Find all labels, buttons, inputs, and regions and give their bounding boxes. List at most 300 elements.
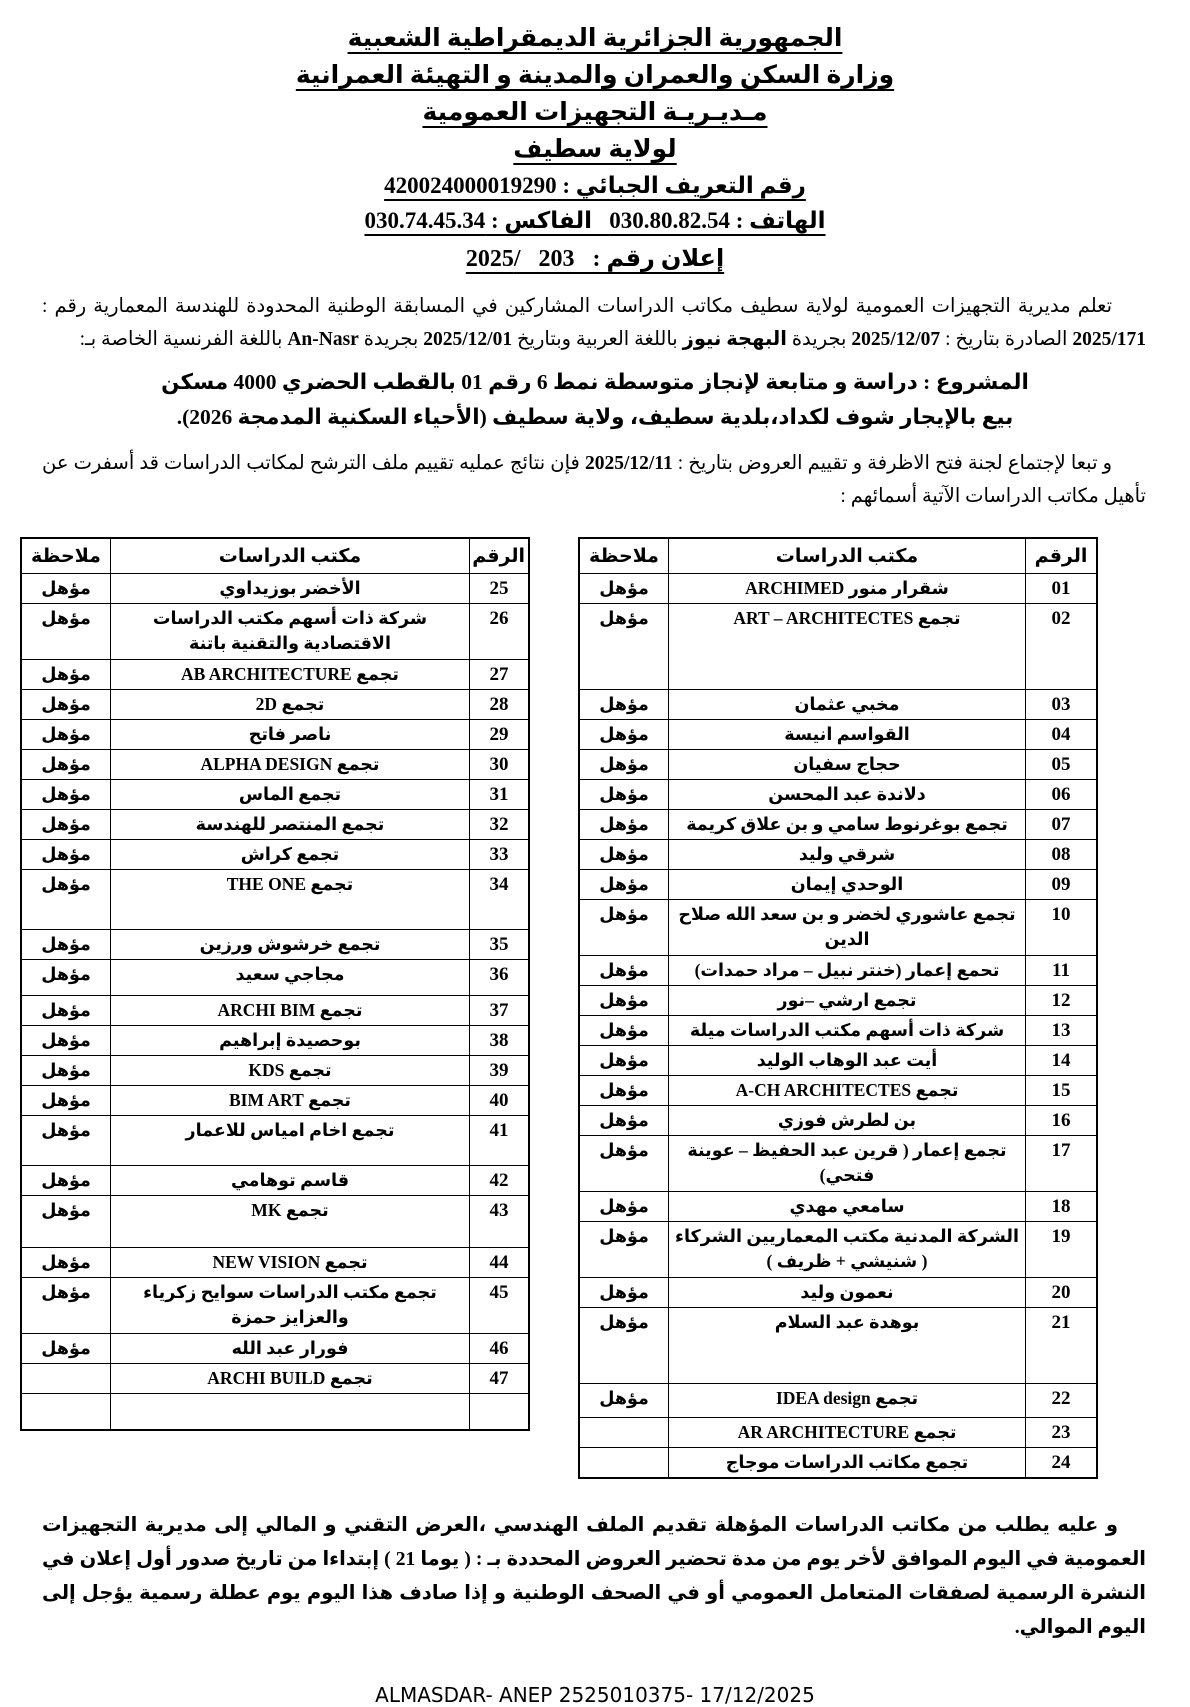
office-name: تجمع BIM ART [229, 1090, 351, 1110]
office-name-cell [111, 996, 470, 1026]
table-row [579, 810, 1097, 840]
note-cell [21, 1248, 111, 1278]
wilaya-name: لولاية سطيف [513, 136, 677, 163]
office-number-cell [470, 1248, 530, 1278]
office-name-cell [111, 720, 470, 750]
table-row [579, 900, 1097, 956]
ministry-name: وزارة السكن والعمران والمدينة و التهيئة العمرانية [295, 62, 895, 89]
office-name: تجمع بوغرنوط سامي و بن علاق كريمة [686, 814, 1008, 834]
office-name-cell [111, 1278, 470, 1334]
office-name: فورار عبد الله [231, 1338, 349, 1358]
office-name: مجاجي سعيد [235, 964, 345, 984]
office-name-cell [111, 780, 470, 810]
office-number-cell [470, 780, 530, 810]
office-name-cell [669, 780, 1026, 810]
anep-reference: ALMASDAR- ANEP 2525010375- 17/12/2025 [375, 1683, 815, 1707]
office-number-cell [1026, 956, 1098, 986]
tax-id-value: رقم التعريف الجبائي : 420024000019290 [384, 173, 806, 198]
table-row [579, 1418, 1097, 1448]
office-name: تجمع MK [251, 1200, 329, 1220]
office-name-cell [669, 1384, 1026, 1418]
office-name-cell [669, 1278, 1026, 1308]
office-name-cell [111, 750, 470, 780]
qualification-note: مؤهل [41, 664, 91, 684]
anep-reference-line [0, 1683, 1190, 1707]
qualification-note: مؤهل [41, 934, 91, 954]
office-name: تجمع A-CH ARCHITECTES [735, 1080, 959, 1100]
office-name-cell [669, 690, 1026, 720]
evaluation-text-segment: فإن نتائج عمليه تقييم ملف الترشح لمكاتب الدراسات قد أسفرت عن تأهيل مكاتب الدراسات الآتية أسمائهم : [42, 453, 1146, 507]
office-number: 42 [489, 1170, 509, 1191]
office-number-cell [470, 574, 530, 604]
office-number-cell [1026, 1016, 1098, 1046]
note-cell [21, 690, 111, 720]
office-name-cell [669, 574, 1026, 604]
note-cell [21, 1278, 111, 1334]
republic-title: الجمهورية الجزائرية الديمقراطية الشعبية [347, 25, 843, 52]
table-row [21, 780, 529, 810]
note-cell [579, 870, 669, 900]
qualification-note: مؤهل [41, 874, 91, 894]
table-row [21, 1086, 529, 1116]
office-number: 08 [1051, 844, 1071, 865]
qualification-note: مؤهل [41, 1090, 91, 1110]
office-number-cell [470, 720, 530, 750]
office-name: تجمع AB ARCHITECTURE [181, 664, 399, 684]
office-number: 43 [489, 1200, 509, 1221]
office-number: 27 [489, 664, 509, 685]
office-name-cell [111, 1334, 470, 1364]
office-number: 28 [489, 694, 509, 715]
office-number-cell [1026, 810, 1098, 840]
office-name: سامعي مهدي [789, 1196, 905, 1216]
table-row [579, 1106, 1097, 1136]
qualification-note: مؤهل [41, 1170, 91, 1190]
table-row [579, 1384, 1097, 1418]
note-cell [21, 1196, 111, 1248]
office-number-cell [1026, 870, 1098, 900]
office-number-cell [470, 960, 530, 996]
intro-text-segment: بجريدة [786, 329, 852, 350]
office-name: تجمع KDS [248, 1060, 332, 1080]
qualification-note: مؤهل [599, 1226, 649, 1246]
office-number-cell [470, 870, 530, 930]
office-number: 25 [489, 578, 509, 599]
office-name-cell [669, 1192, 1026, 1222]
evaluation-paragraph [42, 447, 1146, 513]
office-name-cell [669, 1448, 1026, 1479]
note-cell [21, 660, 111, 690]
office-number: 36 [489, 964, 509, 985]
office-number-cell [1026, 1222, 1098, 1278]
office-name-cell [669, 870, 1026, 900]
office-number-cell [1026, 1192, 1098, 1222]
office-name: تجمع 2D [255, 694, 325, 714]
office-name-cell [669, 1308, 1026, 1384]
office-name: تجمع إعمار ( قرين عبد الحفيظ – عوينة فتحي) [687, 1140, 1007, 1185]
office-name-cell [111, 1196, 470, 1248]
office-number: 29 [489, 724, 509, 745]
note-cell [21, 870, 111, 930]
qualification-note: مؤهل [599, 784, 649, 804]
office-name-cell [111, 960, 470, 996]
office-name: شركة ذات أسهم مكتب الدراسات الاقتصادية والتقنية باتنة [152, 608, 428, 653]
office-name: شقرار منور ARCHIMED [745, 578, 949, 598]
competition-number: 2025/171 [1072, 329, 1146, 350]
office-name-cell [111, 930, 470, 960]
table-row [579, 840, 1097, 870]
table-row [21, 1278, 529, 1334]
office-name: حجاج سفيان [793, 754, 901, 774]
office-number-cell [1026, 900, 1098, 956]
phone-fax-values: الهاتف : 030.80.82.54 الفاكس : 030.74.45.34 [364, 208, 826, 233]
qualification-note: مؤهل [599, 578, 649, 598]
office-number: 21 [1051, 1312, 1071, 1333]
office-name-cell [111, 1056, 470, 1086]
office-number-cell [1026, 1308, 1098, 1384]
office-name-cell [111, 810, 470, 840]
office-number: 30 [489, 754, 509, 775]
office-number-cell [470, 1334, 530, 1364]
office-number: 12 [1051, 990, 1071, 1011]
office-name: تجمع ARCHI BIM [217, 1000, 363, 1020]
note-cell [21, 720, 111, 750]
office-name: تجمع الماس [238, 784, 342, 804]
office-name: تجمع NEW VISION [212, 1252, 368, 1272]
note-cell [579, 720, 669, 750]
office-number: 18 [1051, 1196, 1071, 1217]
directorate-line [0, 94, 1190, 131]
office-number: 39 [489, 1060, 509, 1081]
office-number: 24 [1051, 1452, 1071, 1473]
office-number: 34 [489, 874, 509, 895]
office-name: قاسم توهامي [230, 1170, 350, 1190]
note-cell [579, 1192, 669, 1222]
project-description [0, 365, 1190, 435]
office-number: 04 [1051, 724, 1071, 745]
office-name: أيت عبد الوهاب الوليد [756, 1050, 938, 1070]
table-row [21, 996, 529, 1026]
office-number-cell [1026, 1076, 1098, 1106]
note-cell [21, 780, 111, 810]
office-name-cell [669, 1046, 1026, 1076]
note-cell [579, 810, 669, 840]
announcement-number: إعلان رقم : 203 /2025 [465, 246, 725, 272]
office-name: تجمع عاشوري لخضر و بن سعد الله صلاح الدين [678, 904, 1016, 949]
phone-fax-line [0, 203, 1190, 238]
office-number-cell [470, 1166, 530, 1196]
office-name: مخبي عثمان [794, 694, 900, 714]
table-row [579, 1448, 1097, 1479]
qualification-note: مؤهل [41, 694, 91, 714]
qualification-note: مؤهل [41, 1282, 91, 1302]
office-number: 09 [1051, 874, 1071, 895]
table-row [21, 1394, 529, 1430]
publication-date-french: 2025/12/01 [423, 329, 513, 350]
intro-text-segment: الصادرة بتاريخ : [940, 329, 1073, 350]
table-row [579, 1278, 1097, 1308]
table-row [21, 1196, 529, 1248]
deadline-paragraph [42, 1509, 1146, 1645]
column-header-office: مكتب الدراسات [111, 538, 470, 574]
office-name: تجمع ارشي –نور [777, 990, 917, 1010]
qualification-note: مؤهل [599, 694, 649, 714]
note-cell [579, 986, 669, 1016]
office-name: تجمع THE ONE [226, 874, 354, 894]
office-number-cell [1026, 1106, 1098, 1136]
note-cell [21, 930, 111, 960]
note-cell [579, 574, 669, 604]
office-number: 10 [1051, 904, 1071, 925]
office-number: 07 [1051, 814, 1071, 835]
office-name-cell [669, 1418, 1026, 1448]
intro-text-segment: بجريدة [358, 329, 424, 350]
office-number-cell [1026, 840, 1098, 870]
office-name: الشركة المدنية مكتب المعماريين الشركاء ( شنيشي + ظريف ) [675, 1226, 1019, 1271]
qualification-note: مؤهل [599, 1110, 649, 1130]
qualification-note: مؤهل [41, 578, 91, 598]
note-cell [21, 1026, 111, 1056]
office-name-cell [111, 1086, 470, 1116]
office-number-cell [1026, 690, 1098, 720]
office-number: 35 [489, 934, 509, 955]
table-row [21, 870, 529, 930]
evaluation-text-segment: و تبعا لإجتماع لجنة فتح الاظرفة و تقييم العروض بتاريخ : [672, 453, 1112, 474]
note-cell [21, 996, 111, 1026]
qualification-note: مؤهل [599, 754, 649, 774]
office-number: 19 [1051, 1226, 1071, 1247]
qualification-note: مؤهل [599, 1080, 649, 1100]
office-number: 03 [1051, 694, 1071, 715]
office-name: تجمع مكتب الدراسات سوايح زكرياء والعزايز حمزة [143, 1282, 437, 1327]
office-name-cell [669, 750, 1026, 780]
office-number: 16 [1051, 1110, 1071, 1131]
office-number-cell [470, 604, 530, 660]
office-number: 32 [489, 814, 509, 835]
table-row [579, 720, 1097, 750]
note-cell [579, 604, 669, 690]
office-number: 11 [1052, 960, 1070, 981]
office-number-cell [470, 1278, 530, 1334]
office-name-cell [669, 1076, 1026, 1106]
office-name-cell [111, 840, 470, 870]
qualification-note: مؤهل [41, 1030, 91, 1050]
qualification-note: مؤهل [599, 1282, 649, 1302]
office-name: نعمون وليد [800, 1282, 894, 1302]
table-row [21, 810, 529, 840]
office-number: 46 [489, 1338, 509, 1359]
note-cell [21, 810, 111, 840]
table-row [579, 1016, 1097, 1046]
office-number-cell [470, 1026, 530, 1056]
office-number-cell [1026, 780, 1098, 810]
column-header-number: الرقم [470, 538, 530, 574]
office-name: تجمع كراش [240, 844, 340, 864]
table-row [21, 1248, 529, 1278]
ministry-line [0, 57, 1190, 94]
table-row [21, 1334, 529, 1364]
qualification-note: مؤهل [599, 844, 649, 864]
office-name-cell [111, 1026, 470, 1056]
qualification-note: مؤهل [41, 608, 91, 628]
table-row [21, 1166, 529, 1196]
column-header-note: ملاحظة [21, 538, 111, 574]
office-number-cell [470, 1394, 530, 1430]
table-row [21, 960, 529, 996]
office-name-cell [111, 660, 470, 690]
office-name: تجمع ALPHA DESIGN [200, 754, 380, 774]
office-number-cell [470, 1196, 530, 1248]
directorate-name: مـديـريـة التجهيزات العمومية [422, 99, 768, 126]
table-row [21, 1056, 529, 1086]
opening-session-date: 2025/12/11 [584, 453, 673, 474]
office-number-cell [1026, 604, 1098, 690]
table-row [579, 1136, 1097, 1192]
table-row [579, 750, 1097, 780]
table-row [579, 1222, 1097, 1278]
office-name: تجمع ARCHI BUILD [207, 1368, 373, 1388]
office-number: 05 [1051, 754, 1071, 775]
office-number-cell [1026, 1278, 1098, 1308]
table-row [21, 750, 529, 780]
qualification-note: مؤهل [41, 964, 91, 984]
deadline-text-segment: و عليه يطلب من مكاتب الدراسات المؤهلة تقديم الملف الهندسي ،العرض التقني و المالي إلى مديرية التجهيزات العمومية في اليوم الموافق لأخر يوم من مدة تحضير العروض المحددة بـ : [42, 1515, 1146, 1570]
column-header-note: ملاحظة [579, 538, 669, 574]
office-number-cell [470, 1116, 530, 1166]
office-number-cell [1026, 1384, 1098, 1418]
note-cell [579, 840, 669, 870]
office-name: دلاندة عبد المحسن [768, 784, 926, 804]
table-row [579, 870, 1097, 900]
table-row [579, 780, 1097, 810]
table-row [21, 660, 529, 690]
qualification-note: مؤهل [599, 960, 649, 980]
office-number-cell [470, 1364, 530, 1394]
office-name: ناصر فاتح [248, 724, 332, 744]
note-cell [579, 1418, 669, 1448]
qualified-offices-table-2 [20, 537, 530, 1431]
deadline-text-segment: إبتداءا من تاريخ صدور أول إعلان في النشرة الرسمية لصفقات المتعامل العمومي أو في الصحف الوطنية و إذا صادف هذا اليوم يوم عطلة رسمية يؤجل إلى اليوم الموالي. [42, 1549, 1146, 1638]
tax-id-line [0, 168, 1190, 203]
office-number: 44 [489, 1252, 509, 1273]
office-name-cell [111, 604, 470, 660]
intro-text-segment: تعلم مديرية التجهيزات العمومية لولاية سطيف مكاتب الدراسات المشاركين في المسابقة الوطنية المحدودة للهندسة المعمارية رقم : [42, 296, 1112, 317]
table-row [579, 574, 1097, 604]
office-number-cell [1026, 1448, 1098, 1479]
note-cell [579, 1016, 669, 1046]
qualification-note: مؤهل [599, 1050, 649, 1070]
note-cell [579, 1046, 669, 1076]
intro-paragraph [42, 290, 1146, 356]
office-number-cell [1026, 750, 1098, 780]
office-number-cell [470, 930, 530, 960]
office-name-cell [669, 1016, 1026, 1046]
table-header-row [21, 538, 529, 574]
wilaya-line [0, 131, 1190, 168]
intro-text-segment: باللغة الفرنسية الخاصة بـ: [79, 329, 288, 350]
note-cell [21, 960, 111, 996]
office-number-cell [470, 1086, 530, 1116]
note-cell [21, 750, 111, 780]
office-name: تجمع AR ARCHITECTURE [737, 1422, 957, 1442]
table-row [579, 1308, 1097, 1384]
office-name-cell [111, 1116, 470, 1166]
office-name: تجمع خرشوش ورزين [199, 934, 381, 954]
note-cell [21, 1166, 111, 1196]
note-cell [579, 1384, 669, 1418]
document-header [0, 20, 1190, 278]
office-number: 40 [489, 1090, 509, 1111]
office-number: 38 [489, 1030, 509, 1051]
office-name: الوحدي إيمان [790, 874, 904, 894]
office-number-cell [1026, 720, 1098, 750]
office-number-cell [470, 810, 530, 840]
office-name-cell [669, 1106, 1026, 1136]
office-number: 17 [1051, 1140, 1071, 1161]
note-cell [21, 1116, 111, 1166]
qualification-note: مؤهل [41, 1060, 91, 1080]
table-row [21, 930, 529, 960]
note-cell [21, 574, 111, 604]
publication-date-arabic: 2025/12/07 [851, 329, 941, 350]
office-name: الأخضر بوزيداوي [219, 578, 361, 598]
office-number: 13 [1051, 1020, 1071, 1041]
office-name-cell [111, 1394, 470, 1430]
office-name-cell [111, 1364, 470, 1394]
qualification-note: مؤهل [41, 1252, 91, 1272]
qualification-note: مؤهل [599, 1312, 649, 1332]
republic-title-line [0, 20, 1190, 57]
office-number-cell [1026, 1046, 1098, 1076]
office-name: بوهدة عبد السلام [774, 1312, 920, 1332]
office-number: 02 [1051, 608, 1071, 629]
office-number-cell [470, 750, 530, 780]
qualification-note: مؤهل [41, 1200, 91, 1220]
office-name-cell [669, 604, 1026, 690]
office-name: تجمع اخام امياس للاعمار [185, 1120, 395, 1140]
office-name: تحمع إعمار (خنتر نبيل – مراد حمدات) [694, 960, 1000, 980]
table-row [579, 956, 1097, 986]
qualification-note: مؤهل [599, 904, 649, 924]
office-name: تجمع المنتصر للهندسة [195, 814, 385, 834]
note-cell [579, 1106, 669, 1136]
table-row [21, 840, 529, 870]
office-name-cell [669, 1136, 1026, 1192]
qualification-note: مؤهل [599, 990, 649, 1010]
office-name: تجمع ART – ARCHITECTES [733, 608, 961, 628]
office-number: 26 [489, 608, 509, 629]
office-name-cell [111, 1166, 470, 1196]
office-name-cell [111, 690, 470, 720]
office-name-cell [669, 840, 1026, 870]
office-number: 15 [1051, 1080, 1071, 1101]
note-cell [21, 1086, 111, 1116]
qualification-note: مؤهل [599, 1196, 649, 1216]
qualification-note: مؤهل [41, 1338, 91, 1358]
qualified-offices-table-1 [578, 537, 1098, 1479]
office-number: 33 [489, 844, 509, 865]
table-row [579, 604, 1097, 690]
note-cell [21, 1394, 111, 1430]
office-number: 41 [489, 1120, 509, 1141]
office-number-cell [1026, 1136, 1098, 1192]
announcement-number-line [0, 240, 1190, 278]
office-number: 23 [1051, 1422, 1071, 1443]
note-cell [579, 1076, 669, 1106]
note-cell [21, 1056, 111, 1086]
note-cell [579, 1308, 669, 1384]
table-row [21, 1364, 529, 1394]
